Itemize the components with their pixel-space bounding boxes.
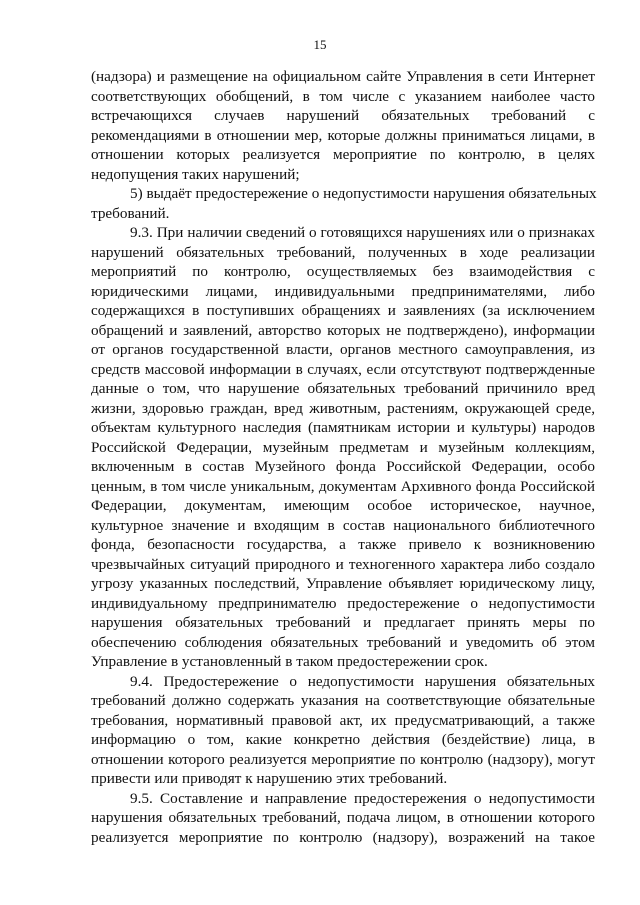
text-line: рекомендациями в отношении мер, которые должны приниматься лицами, в	[91, 126, 595, 144]
text-line: включенным в состав Музейного фонда Российской Федерации, особо	[91, 458, 595, 475]
text-line: содержащихся в поступивших обращениях и заявлениях (за исключением	[91, 302, 595, 319]
text-line: отношении которых реализуется мероприятие по контролю, в целях	[91, 146, 595, 163]
text-line: ценным, в том числе уникальным, документам Архивного фонда Российской	[91, 477, 595, 495]
text-line: недопущения таких нарушений;	[91, 165, 300, 183]
page-number: 15	[313, 37, 327, 52]
text-line: юридическими лицами, индивидуальными предпринимателями, либо	[91, 282, 595, 300]
text-line: нарушения обязательных требований, подача лицом, в отношении которого	[91, 809, 595, 826]
text-line: нарушений обязательных требований, полученных в ходе реализации	[91, 243, 595, 261]
text-line: данные о том, что нарушение обязательных требований причинило вред	[91, 380, 595, 397]
text-line: от органов государственной власти, органов местного самоуправления, из	[91, 341, 595, 358]
text-line: 9.4. Предостережение о недопустимости нарушения обязательных	[130, 672, 595, 690]
text-line: жизни, здоровью граждан, вред животным, растениям, окружающей среде,	[91, 399, 595, 417]
text-line: информацию о том, какие конкретно действия (бездействие) лица, в	[91, 731, 595, 748]
text-line: обеспечению соблюдения обязательных требований и уведомить об этом	[91, 633, 595, 651]
text-line: требований должно содержать указания на соответствующие обязательные	[91, 692, 595, 709]
text-line: чрезвычайных ситуаций природного и техногенного характера либо создало	[91, 555, 595, 573]
text-line: встречающихся случаев нарушений обязательных требований с	[91, 107, 595, 124]
text-line: требований.	[91, 204, 170, 222]
text-line: 5) выдаёт предостережение о недопустимости нарушения обязательных	[130, 185, 597, 202]
text-line: Федерации, документам, имеющим особое историческое, научное,	[91, 497, 595, 514]
text-line: индивидуальному предпринимателю предостережение о недопустимости	[91, 594, 595, 612]
text-line: отношении которого реализуется мероприятие по контролю (надзору), могут	[91, 750, 595, 768]
document-body	[91, 67, 595, 847]
text-line: соответствующих обобщений, в том числе с указанием наиболее часто	[91, 87, 595, 105]
text-line: мероприятий по контролю, осуществляемых без взаимодействия с	[91, 263, 595, 280]
text-line: привести или приводят к нарушению этих требований.	[91, 770, 448, 787]
text-line: Российской Федерации, музейным предметам и музейным коллекциям,	[91, 438, 595, 456]
text-line: объектам культурного наследия (памятникам истории и культуры) народов	[91, 419, 595, 436]
text-line: фонда, безопасности государства, а также привело к возникновению	[91, 536, 595, 553]
text-line: нарушения обязательных требований и предлагает принять меры по	[91, 614, 595, 631]
text-line: реализуется мероприятие по контролю (надзору), возражений на такое	[91, 828, 595, 846]
text-line: требования, нормативный правовой акт, их предусматривающий, а также	[91, 711, 595, 729]
text-line: средств массовой информации в случаях, если отсутствуют подтвержденные	[91, 360, 595, 378]
text-line: обращений и заявлений, авторство которых не подтверждено), информации	[91, 321, 595, 339]
text-line: (надзора) и размещение на официальном сайте Управления в сети Интернет	[91, 68, 595, 85]
text-line: культурное значение и входящим в состав национального библиотечного	[91, 516, 595, 534]
text-line: Управление в установленный в таком предостережении срок.	[91, 653, 488, 670]
text-line: угрозу указанных последствий, Управление объявляет юридическому лицу,	[91, 575, 595, 592]
text-line: 9.5. Составление и направление предостережения о недопустимости	[130, 789, 595, 807]
text-line: 9.3. При наличии сведений о готовящихся нарушениях или о признаках	[130, 224, 595, 241]
